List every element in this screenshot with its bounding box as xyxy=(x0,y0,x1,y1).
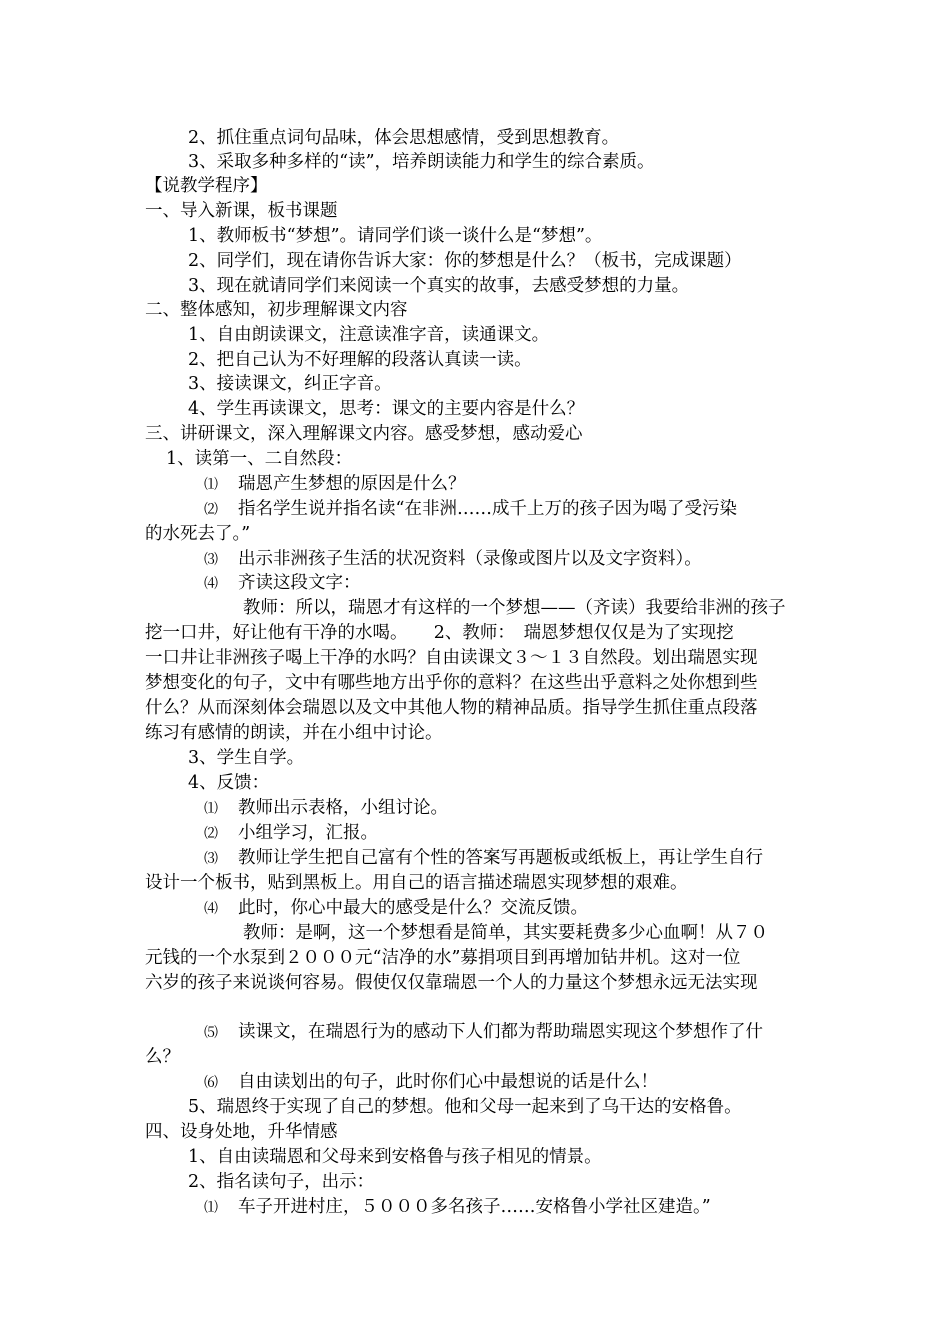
text-line: 2、同学们，现在请你告诉大家：你的梦想是什么？（板书，完成课题） xyxy=(188,251,742,271)
section-heading: 四、设身处地，升华情感 xyxy=(145,1122,338,1142)
numbered-item xyxy=(204,547,702,572)
numbered-item xyxy=(204,796,448,821)
text-line: 什么？从而深刻体会瑞恩以及文中其他人物的精神品质。指导学生抓住重点段落 xyxy=(145,698,758,718)
item-text: 读课文，在瑞恩行为的感动下人们都为帮助瑞恩实现这个梦想作了什 xyxy=(238,1022,763,1042)
item-marker: ⑶ xyxy=(204,851,218,867)
item-text: 教师让学生把自己富有个性的答案写再题板或纸板上，再让学生自行 xyxy=(238,848,763,868)
text-line: 3、现在就请同学们来阅读一个真实的故事，去感受梦想的力量。 xyxy=(188,276,690,296)
text-line: 么？ xyxy=(145,1047,180,1067)
text-line: 3、接读课文，纠正字音。 xyxy=(188,374,392,394)
text-line: 3、采取多种多样的“读”，培养朗读能力和学生的综合素质。 xyxy=(188,152,655,172)
numbered-item xyxy=(204,821,378,846)
item-text: 此时，你心中最大的感受是什么？交流反馈。 xyxy=(238,898,588,918)
numbered-item xyxy=(204,571,361,596)
item-text: 齐读这段文字： xyxy=(238,573,361,593)
text-line: 2、抓住重点词句品味，体会思想感情，受到思想教育。 xyxy=(188,128,620,148)
text-line: 4、学生再读课文，思考：课文的主要内容是什么？ xyxy=(188,399,585,419)
item-marker: ⑷ xyxy=(204,576,218,592)
item-text: 出示非洲孩子生活的状况资料（录像或图片以及文字资料）。 xyxy=(238,549,702,569)
item-text: 指名学生说并指名读“在非洲……成千上万的孩子因为喝了受污染 xyxy=(238,499,737,519)
item-text: 教师出示表格，小组讨论。 xyxy=(238,798,448,818)
numbered-item xyxy=(204,472,466,497)
text-line: 练习有感情的朗读，并在小组中讨论。 xyxy=(145,723,443,743)
text-line: 1、教师板书“梦想”。请同学们谈一谈什么是“梦想”。 xyxy=(188,226,603,246)
text-line: 5、瑞恩终于实现了自己的梦想。他和父母一起来到了乌干达的安格鲁。 xyxy=(188,1097,742,1117)
numbered-item xyxy=(204,497,737,522)
item-marker: ⑴ xyxy=(204,477,218,493)
text-line: 1、读第一、二自然段： xyxy=(166,449,353,469)
numbered-item xyxy=(204,1070,658,1095)
section-heading: 二、整体感知，初步理解课文内容 xyxy=(145,300,408,320)
numbered-item xyxy=(204,1195,711,1220)
section-heading: 【说教学程序】 xyxy=(145,176,268,196)
text-line: 2、把自己认为不好理解的段落认真读一读。 xyxy=(188,350,532,370)
text-line: 元钱的一个水泵到２０００元“洁净的水”募捐项目到再增加钻井机。这对一位 xyxy=(145,948,741,968)
item-marker: ⑶ xyxy=(204,552,218,568)
text-line: 1、自由朗读课文，注意读准字音，读通课文。 xyxy=(188,325,550,345)
text-line: 2、指名读句子，出示： xyxy=(188,1172,375,1192)
text-line: 梦想变化的句子，文中有哪些地方出乎你的意料？在这些出乎意料之处你想到些 xyxy=(145,673,758,693)
item-text: 小组学习，汇报。 xyxy=(238,823,378,843)
text-line: 教师：所以，瑞恩才有这样的一个梦想——（齐读）我要给非洲的孩子 xyxy=(243,598,786,618)
item-text: 车子开进村庄，５０００多名孩子……安格鲁小学社区建造。” xyxy=(238,1197,711,1217)
text-line: 一口井让非洲孩子喝上干净的水吗？自由读课文３～１３自然段。划出瑞恩实现 xyxy=(145,648,758,668)
item-marker: ⑵ xyxy=(204,502,218,518)
text-line: 4、反馈： xyxy=(188,773,270,793)
text-line: 设计一个板书，贴到黑板上。用自己的语言描述瑞恩实现梦想的艰难。 xyxy=(145,873,688,893)
text-line: 六岁的孩子来说谈何容易。假使仅仅靠瑞恩一个人的力量这个梦想永远无法实现 xyxy=(145,973,758,993)
item-marker: ⑴ xyxy=(204,801,218,817)
text-line: 挖一口井，好让他有干净的水喝。 2、教师： 瑞恩梦想仅仅是为了实现挖 xyxy=(145,623,734,643)
numbered-item xyxy=(204,846,763,871)
numbered-item xyxy=(204,1020,763,1045)
numbered-item xyxy=(204,896,588,921)
item-text: 瑞恩产生梦想的原因是什么？ xyxy=(238,474,466,494)
text-line: 1、自由读瑞恩和父母来到安格鲁与孩子相见的情景。 xyxy=(188,1147,602,1167)
item-marker: ⑹ xyxy=(204,1075,218,1091)
section-heading: 三、讲研课文，深入理解课文内容。感受梦想，感动爱心 xyxy=(145,424,583,444)
section-heading: 一、导入新课，板书课题 xyxy=(145,201,338,221)
item-text: 自由读划出的句子，此时你们心中最想说的话是什么！ xyxy=(238,1072,658,1092)
item-marker: ⑵ xyxy=(204,826,218,842)
text-line: 的水死去了。” xyxy=(145,524,251,544)
text-line: 3、学生自学。 xyxy=(188,748,305,768)
item-marker: ⑴ xyxy=(204,1200,218,1216)
text-line: 教师：是啊，这一个梦想看是简单，其实要耗费多少心血啊！从７０ xyxy=(243,923,768,943)
item-marker: ⑷ xyxy=(204,901,218,917)
item-marker: ⑸ xyxy=(204,1025,218,1041)
